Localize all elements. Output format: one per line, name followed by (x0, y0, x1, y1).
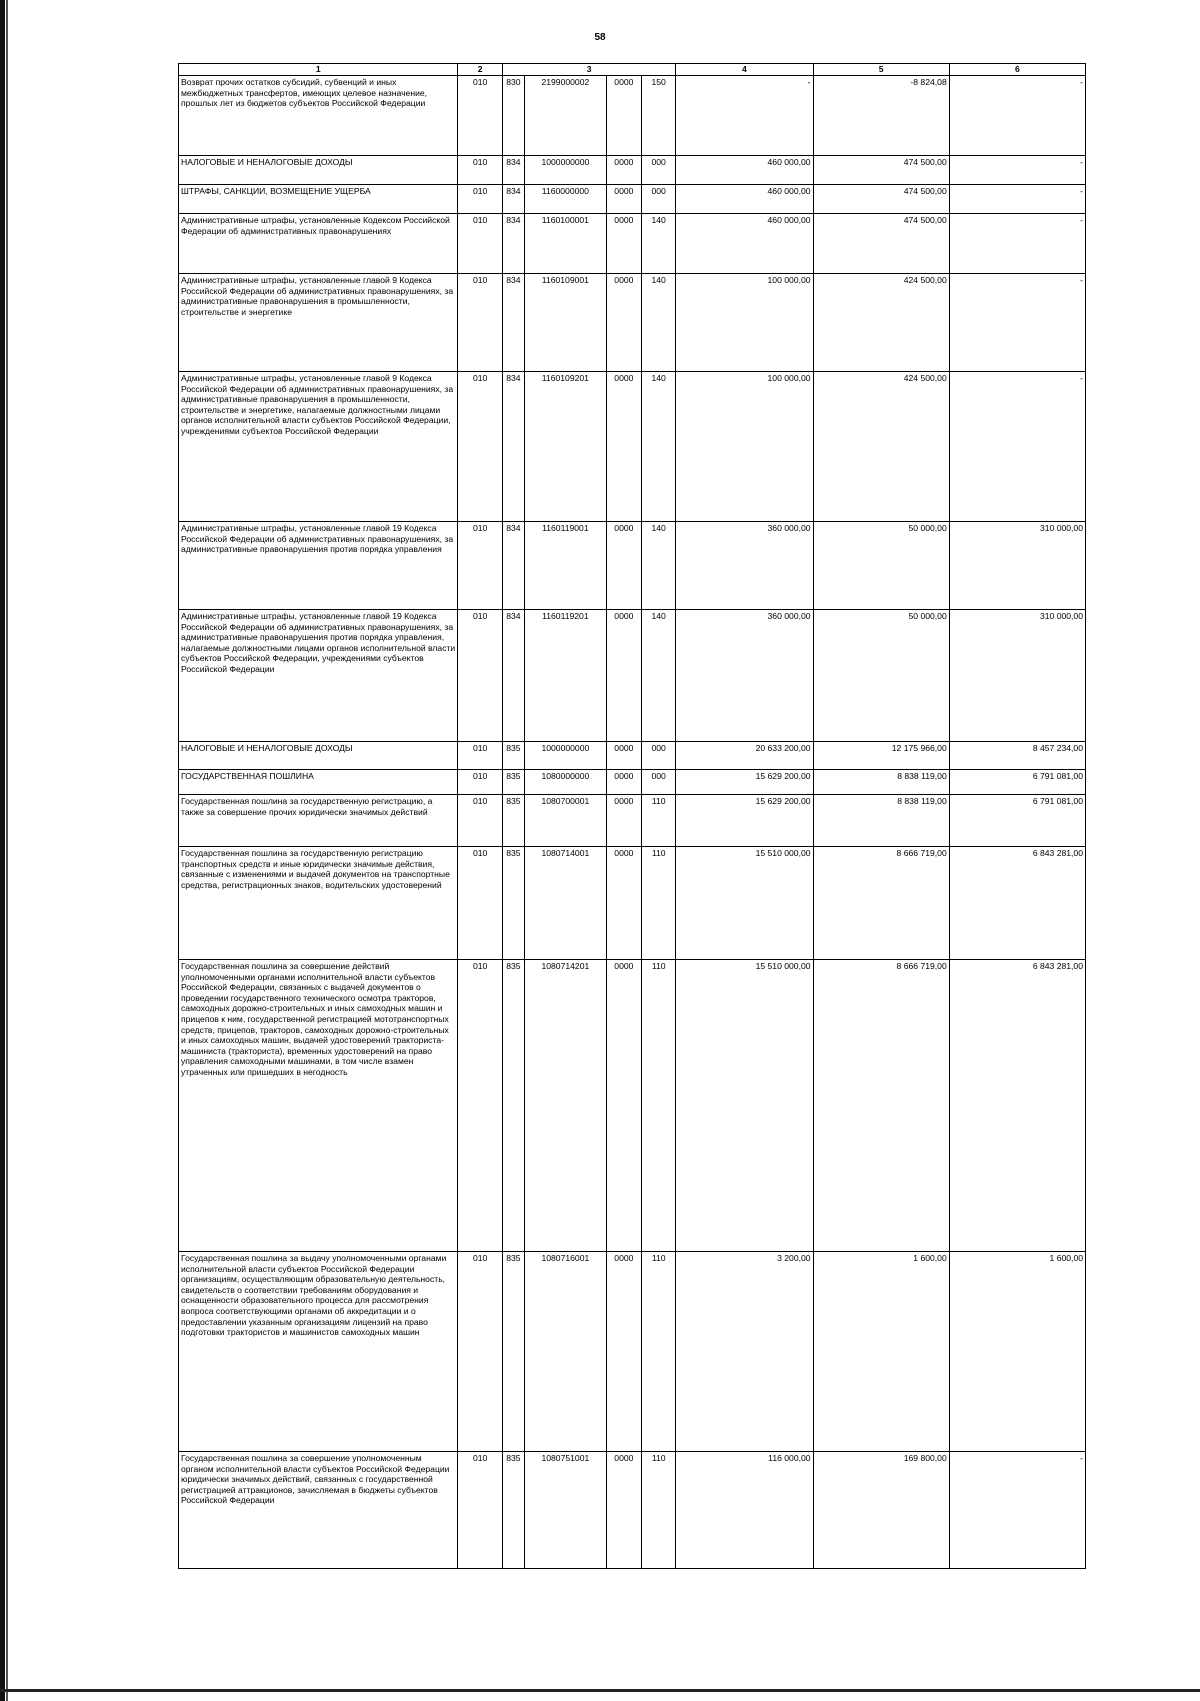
table-row (179, 274, 1086, 372)
kosgu-code: 150 (642, 76, 676, 156)
scan-edge-left-inner (6, 0, 8, 1701)
table-row (179, 76, 1086, 156)
admin-code: 010 (458, 847, 502, 960)
value-col-5: 474 500,00 (813, 185, 949, 214)
header-col-3: 3 (502, 64, 676, 76)
table-row (179, 185, 1086, 214)
scan-edge-left (0, 0, 5, 1701)
value-col-5: 8 838 119,00 (813, 795, 949, 847)
program-code: 0000 (606, 770, 641, 795)
page-number: 58 (594, 32, 606, 43)
gad-code: 834 (502, 610, 524, 742)
table-row (179, 610, 1086, 742)
admin-code: 010 (458, 1252, 502, 1452)
kosgu-code: 140 (642, 522, 676, 610)
value-col-5: 474 500,00 (813, 156, 949, 185)
table-row (179, 1452, 1086, 1569)
kbk-code: 2199000002 (525, 76, 607, 156)
row-name: Административные штрафы, установленные главой 9 Кодекса Российской Федерации об административных правонарушениях, за административные правонарушения в промышленности, строительстве и энергетике (179, 274, 458, 372)
kosgu-code: 110 (642, 1452, 676, 1569)
program-code: 0000 (606, 610, 641, 742)
value-col-5: -8 824,08 (813, 76, 949, 156)
value-col-4: 15 629 200,00 (676, 795, 813, 847)
row-name: Государственная пошлина за совершение действий уполномоченными органами исполнительной власти субъектов Российской Федерации, связанных с выдачей документов о проведении государственного технического осмотра тракторов, самоходных дорожно-строительных и иных самоходных машин и прицепов к ним, государственной регистрацией мототранспортных средств, прицепов, тракторов, самоходных дорожно-строительных и иных самоходных машин, выдачей удостоверений тракториста-машиниста (тракториста), временных удостоверений на право управления самоходными машинами, в том числе взамен утраченных или пришедших в негодность (179, 960, 458, 1252)
kbk-code: 1080700001 (525, 795, 607, 847)
value-col-5: 1 600,00 (813, 1252, 949, 1452)
admin-code: 010 (458, 610, 502, 742)
gad-code: 835 (502, 1452, 524, 1569)
table-row (179, 1252, 1086, 1452)
admin-code: 010 (458, 185, 502, 214)
row-name: Государственная пошлина за государственную регистрацию транспортных средств и иные юридически значимые действия, связанные с изменениями и выдачей документов на транспортные средства, регистрационных знаков, водительских удостоверений (179, 847, 458, 960)
table-row (179, 795, 1086, 847)
value-col-5: 8 666 719,00 (813, 847, 949, 960)
value-col-6: 6 791 081,00 (949, 795, 1085, 847)
program-code: 0000 (606, 185, 641, 214)
header-col-4: 4 (676, 64, 813, 76)
kosgu-code: 000 (642, 770, 676, 795)
admin-code: 010 (458, 522, 502, 610)
value-col-6: - (949, 185, 1085, 214)
kosgu-code: 140 (642, 610, 676, 742)
header-col-2: 2 (458, 64, 502, 76)
value-col-6: - (949, 76, 1085, 156)
gad-code: 834 (502, 372, 524, 522)
row-name: Административные штрафы, установленные главой 19 Кодекса Российской Федерации об административных правонарушениях, за административные правонарушения против порядка управления (179, 522, 458, 610)
admin-code: 010 (458, 274, 502, 372)
kosgu-code: 110 (642, 1252, 676, 1452)
value-col-6: 8 457 234,00 (949, 742, 1085, 770)
admin-code: 010 (458, 372, 502, 522)
table-row (179, 156, 1086, 185)
program-code: 0000 (606, 372, 641, 522)
row-name: Государственная пошлина за государственную регистрацию, а также за совершение прочих юридически значимых действий (179, 795, 458, 847)
value-col-4: 20 633 200,00 (676, 742, 813, 770)
kosgu-code: 140 (642, 274, 676, 372)
program-code: 0000 (606, 522, 641, 610)
kbk-code: 1000000000 (525, 742, 607, 770)
value-col-5: 169 800,00 (813, 1452, 949, 1569)
value-col-4: 360 000,00 (676, 610, 813, 742)
table-row (179, 372, 1086, 522)
admin-code: 010 (458, 795, 502, 847)
value-col-6: 6 791 081,00 (949, 770, 1085, 795)
value-col-5: 474 500,00 (813, 214, 949, 274)
value-col-4: 116 000,00 (676, 1452, 813, 1569)
program-code: 0000 (606, 156, 641, 185)
gad-code: 835 (502, 847, 524, 960)
value-col-4: 360 000,00 (676, 522, 813, 610)
kosgu-code: 000 (642, 156, 676, 185)
gad-code: 835 (502, 960, 524, 1252)
gad-code: 834 (502, 274, 524, 372)
row-name: ШТРАФЫ, САНКЦИИ, ВОЗМЕЩЕНИЕ УЩЕРБА (179, 185, 458, 214)
value-col-5: 424 500,00 (813, 274, 949, 372)
revenue-table (178, 63, 1086, 1569)
kbk-code: 1080714001 (525, 847, 607, 960)
value-col-5: 8 666 719,00 (813, 960, 949, 1252)
row-name: Административные штрафы, установленные Кодексом Российской Федерации об административных правонарушениях (179, 214, 458, 274)
kbk-code: 1160000000 (525, 185, 607, 214)
kbk-code: 1080714201 (525, 960, 607, 1252)
admin-code: 010 (458, 770, 502, 795)
kbk-code: 1080716001 (525, 1252, 607, 1452)
admin-code: 010 (458, 960, 502, 1252)
program-code: 0000 (606, 960, 641, 1252)
program-code: 0000 (606, 1252, 641, 1452)
value-col-4: 15 629 200,00 (676, 770, 813, 795)
kbk-code: 1080751001 (525, 1452, 607, 1569)
value-col-4: - (676, 76, 813, 156)
kbk-code: 1160119201 (525, 610, 607, 742)
admin-code: 010 (458, 214, 502, 274)
header-col-5: 5 (813, 64, 949, 76)
kosgu-code: 000 (642, 185, 676, 214)
admin-code: 010 (458, 156, 502, 185)
value-col-6: 310 000,00 (949, 522, 1085, 610)
kbk-code: 1160109001 (525, 274, 607, 372)
kosgu-code: 140 (642, 372, 676, 522)
program-code: 0000 (606, 76, 641, 156)
value-col-6: 6 843 281,00 (949, 847, 1085, 960)
admin-code: 010 (458, 1452, 502, 1569)
value-col-6: - (949, 1452, 1085, 1569)
value-col-5: 424 500,00 (813, 372, 949, 522)
row-name: Административные штрафы, установленные главой 9 Кодекса Российской Федерации об административных правонарушениях, за административные правонарушения в промышленности, строительстве и энергетике, налагаемые должностными лицами органов исполнительной власти субъектов Российской Федерации, учреждениями субъектов Российской Федерации (179, 372, 458, 522)
row-name: Государственная пошлина за совершение уполномоченным органом исполнительной власти субъектов Российской Федерации юридически значимых действий, связанных с государственной регистрацией аттракционов, зачисляемая в бюджеты субъектов Российской Федерации (179, 1452, 458, 1569)
header-row (179, 64, 1086, 76)
kbk-code: 1080000000 (525, 770, 607, 795)
value-col-4: 15 510 000,00 (676, 960, 813, 1252)
value-col-5: 8 838 119,00 (813, 770, 949, 795)
gad-code: 834 (502, 522, 524, 610)
value-col-5: 50 000,00 (813, 522, 949, 610)
program-code: 0000 (606, 214, 641, 274)
value-col-6: 310 000,00 (949, 610, 1085, 742)
value-col-4: 100 000,00 (676, 372, 813, 522)
admin-code: 010 (458, 76, 502, 156)
gad-code: 830 (502, 76, 524, 156)
row-name: ГОСУДАРСТВЕННАЯ ПОШЛИНА (179, 770, 458, 795)
gad-code: 835 (502, 795, 524, 847)
value-col-4: 15 510 000,00 (676, 847, 813, 960)
gad-code: 835 (502, 742, 524, 770)
kosgu-code: 140 (642, 214, 676, 274)
row-name: НАЛОГОВЫЕ И НЕНАЛОГОВЫЕ ДОХОДЫ (179, 742, 458, 770)
value-col-4: 3 200,00 (676, 1252, 813, 1452)
gad-code: 834 (502, 185, 524, 214)
header-col-6: 6 (949, 64, 1085, 76)
gad-code: 835 (502, 770, 524, 795)
kbk-code: 1000000000 (525, 156, 607, 185)
value-col-6: 1 600,00 (949, 1252, 1085, 1452)
kosgu-code: 000 (642, 742, 676, 770)
kbk-code: 1160100001 (525, 214, 607, 274)
kosgu-code: 110 (642, 960, 676, 1252)
value-col-6: - (949, 372, 1085, 522)
row-name: Административные штрафы, установленные главой 19 Кодекса Российской Федерации об административных правонарушениях, за административные правонарушения против порядка управления, налагаемые должностными лицами органов исполнительной власти субъектов Российской Федерации, учреждениями субъектов Российской Федерации (179, 610, 458, 742)
table-row (179, 742, 1086, 770)
kosgu-code: 110 (642, 795, 676, 847)
row-name: НАЛОГОВЫЕ И НЕНАЛОГОВЫЕ ДОХОДЫ (179, 156, 458, 185)
kbk-code: 1160119001 (525, 522, 607, 610)
kbk-code: 1160109201 (525, 372, 607, 522)
row-name: Государственная пошлина за выдачу уполномоченными органами исполнительной власти субъектов Российской Федерации организациям, осуществляющим образовательную деятельность, свидетельств о соответствии требованиям оборудования и оснащенности образовательного процесса для рассмотрения вопроса соответствующими органами об аккредитации и о предоставлении указанным организациям лицензий на право подготовки трактористов и машинистов самоходных машин (179, 1252, 458, 1452)
table-row (179, 847, 1086, 960)
gad-code: 834 (502, 214, 524, 274)
value-col-6: - (949, 214, 1085, 274)
value-col-6: 6 843 281,00 (949, 960, 1085, 1252)
table-row (179, 960, 1086, 1252)
value-col-6: - (949, 274, 1085, 372)
table-row (179, 522, 1086, 610)
kosgu-code: 110 (642, 847, 676, 960)
table-row (179, 214, 1086, 274)
value-col-4: 100 000,00 (676, 274, 813, 372)
value-col-4: 460 000,00 (676, 214, 813, 274)
gad-code: 835 (502, 1252, 524, 1452)
program-code: 0000 (606, 847, 641, 960)
row-name: Возврат прочих остатков субсидий, субвенций и иных межбюджетных трансфертов, имеющих целевое назначение, прошлых лет из бюджетов субъектов Российской Федерации (179, 76, 458, 156)
value-col-4: 460 000,00 (676, 185, 813, 214)
table-row (179, 770, 1086, 795)
gad-code: 834 (502, 156, 524, 185)
value-col-4: 460 000,00 (676, 156, 813, 185)
admin-code: 010 (458, 742, 502, 770)
program-code: 0000 (606, 1452, 641, 1569)
program-code: 0000 (606, 274, 641, 372)
value-col-5: 50 000,00 (813, 610, 949, 742)
header-col-1: 1 (179, 64, 458, 76)
value-col-5: 12 175 966,00 (813, 742, 949, 770)
scan-edge-bottom (0, 1689, 1200, 1692)
program-code: 0000 (606, 742, 641, 770)
value-col-6: - (949, 156, 1085, 185)
program-code: 0000 (606, 795, 641, 847)
